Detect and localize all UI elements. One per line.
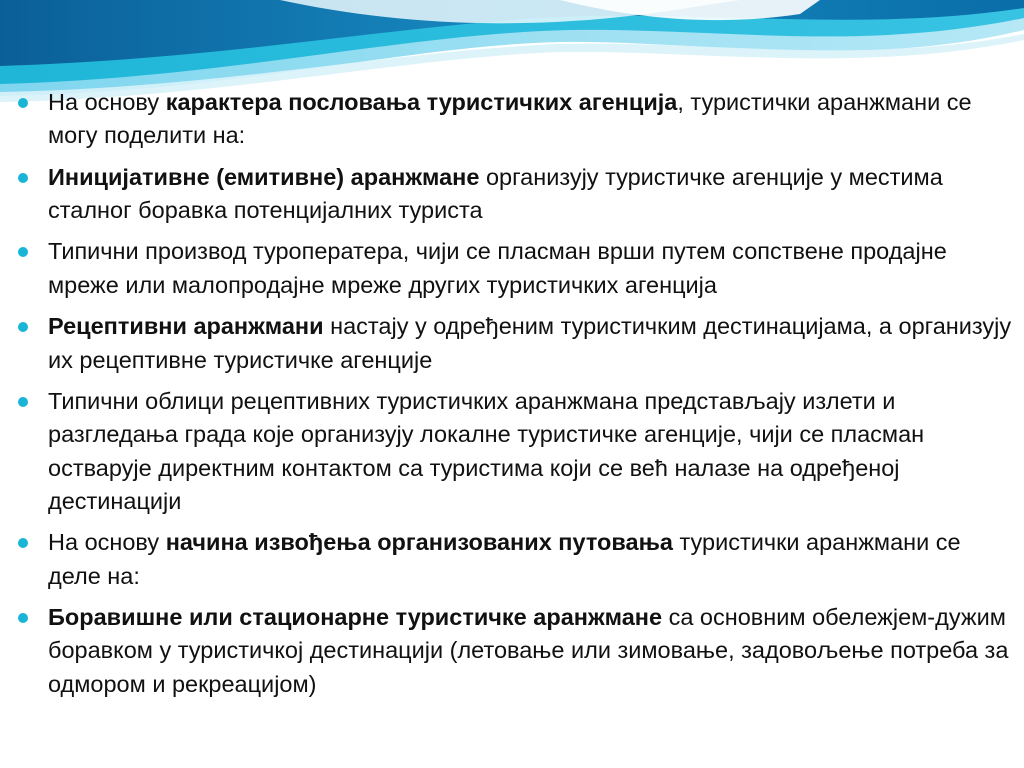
list-item	[16, 385, 1012, 518]
list-item	[16, 161, 1012, 228]
bullet-icon	[18, 247, 28, 257]
list-item	[16, 526, 1012, 593]
bullet-icon	[18, 613, 28, 623]
item-text-pre: На основу	[48, 529, 166, 556]
item-text-bold: карактера пословања туристичких агенција	[165, 89, 678, 115]
bullet-list	[16, 86, 1012, 709]
bullet-icon	[18, 322, 28, 332]
item-text-pre: На основу	[48, 89, 166, 115]
item-text-post: туристички аранжмани се деле на:	[48, 529, 961, 589]
item-text-bold: Иницијативне (емитивне) аранжмане	[48, 163, 480, 190]
item-text-post: са основним обележјем-дужим боравком у туристичкој дестинацији (летовање или зимовање, задовољење потреба за одмором и рекреацијом)	[48, 604, 1009, 697]
item-text-pre: Типични производ туроператера, чији се пласман врши путем сопствене продајне мреже или малопродајне мреже других туристичких агенција	[48, 238, 947, 298]
list-item	[16, 86, 1012, 153]
bullet-icon	[18, 538, 28, 548]
item-text-bold: начина извођења организованих путовања	[165, 529, 673, 556]
list-item	[16, 310, 1012, 377]
item-text-post: организују туристичке агенције у местима сталног боравка потенцијалних туриста	[48, 163, 943, 224]
item-text-post: настају у одређеним туристичким дестинацијама, а организују их рецептивне туристичке агенције	[48, 313, 1012, 373]
list-item	[16, 235, 1012, 302]
item-text-bold: Рецептивни аранжмани	[48, 313, 324, 340]
bullet-icon	[18, 173, 28, 183]
item-text-post: , туристички аранжмани се могу поделити на:	[48, 89, 972, 149]
item-text-bold: Боравишне или стационарне туристичке аранжмане	[48, 604, 663, 631]
list-item	[16, 601, 1012, 701]
item-text-pre: Типични облици рецептивних туристичких аранжмана представљају излети и разгледања града које организују локалне туристичке агенције, чији се пласман остварује директним контактом са туристима који се већ налазе на одређеној дестинацији	[48, 387, 925, 514]
bullet-icon	[18, 98, 28, 108]
bullet-icon	[18, 397, 28, 407]
